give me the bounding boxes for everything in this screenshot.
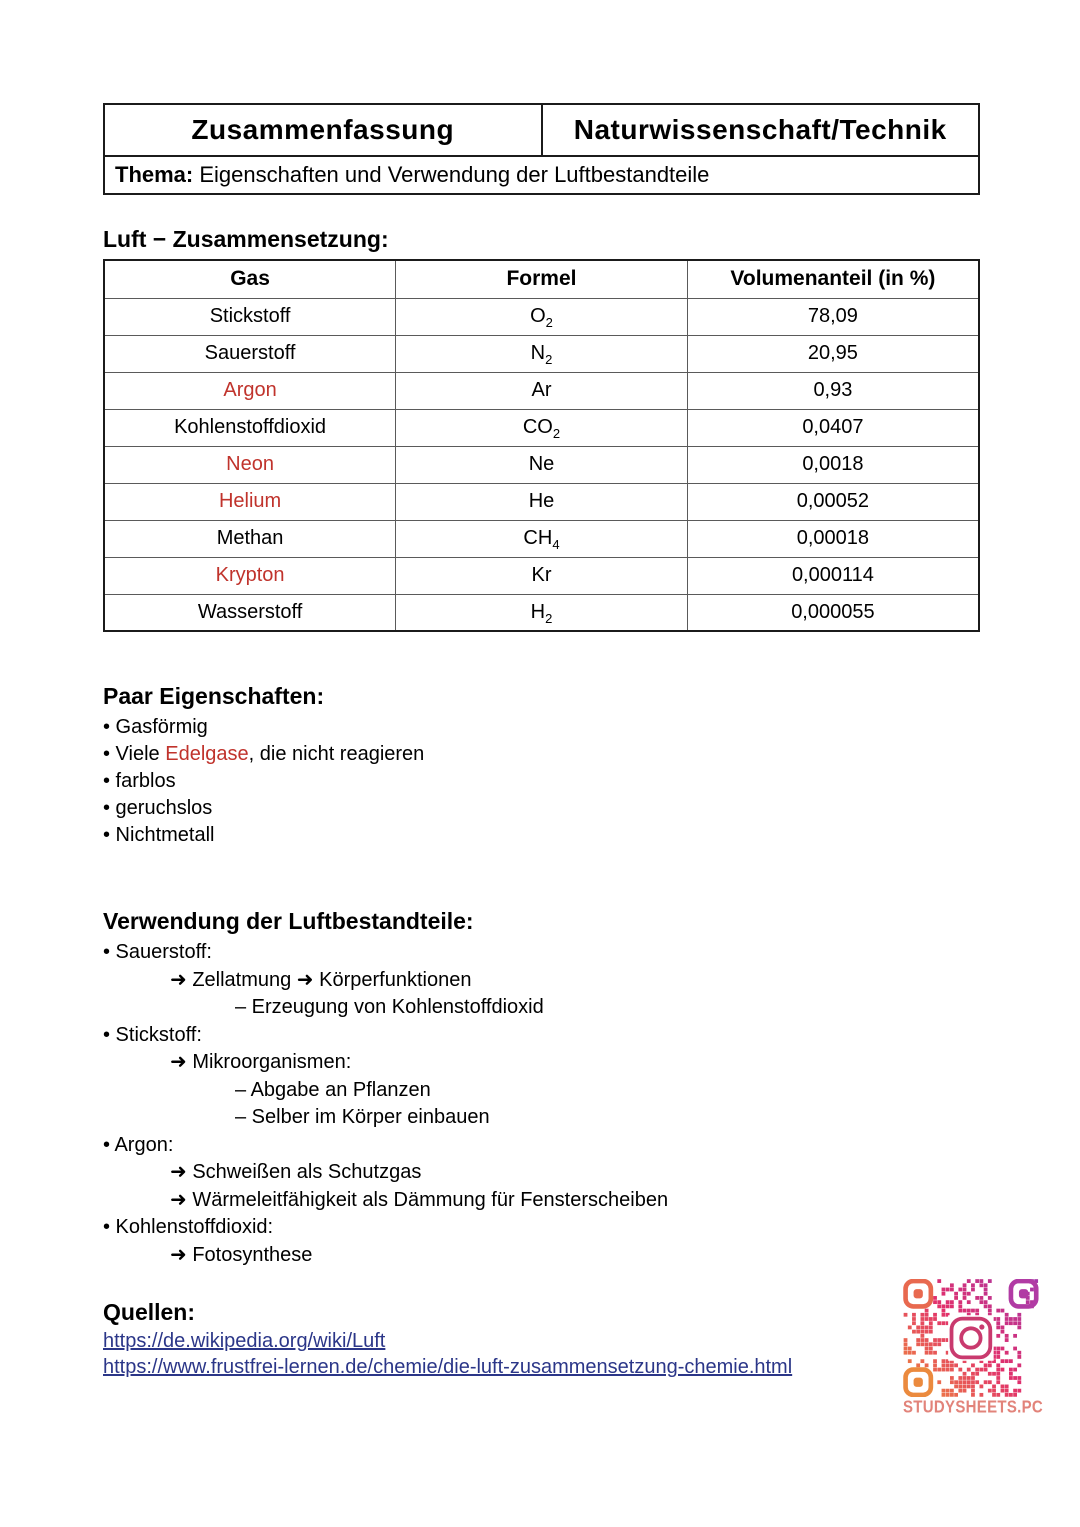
gas-cell: Sauerstoff (104, 335, 396, 372)
formula-cell: $O_2$ (396, 298, 688, 335)
list-item: • Sauerstoff: (103, 941, 212, 963)
qr-caption: STUDYSHEETS.PC (903, 1397, 1044, 1418)
col-header-gas: Gas (104, 260, 396, 298)
gas-cell: Wasserstoff (104, 594, 396, 631)
formula-cell: Ne (396, 446, 688, 483)
link-frustfrei-lernen[interactable]: https://www.frustfrei-lernen.de/chemie/die-luft-zusammensetzung-chemie.html (103, 1356, 793, 1378)
list-item: • Argon: (103, 1133, 174, 1156)
list-item: ➜ Mikroorganismen: (170, 1051, 352, 1073)
list-item: ➜ Zellatmung ➜ Körperfunktionen (170, 968, 472, 991)
list-item: ➜ Wärmeleitfähigkeit als Dämmung für Fensterscheiben (170, 1188, 669, 1211)
topic-text: Eigenschaften und Verwendung der Luftbestandteile (193, 162, 710, 187)
formula-cell: $CH_4$ (396, 520, 688, 557)
value-cell: 0,00052 (687, 483, 979, 520)
gas-cell: Argon (104, 372, 396, 409)
table-row (104, 409, 979, 446)
instagram-qr-block (903, 1279, 1043, 1416)
properties-list (103, 714, 980, 849)
usage-heading: Verwendung der Luftbestandteile: (103, 908, 474, 934)
formula-cell: $N_2$ (396, 335, 688, 372)
gas-cell: Neon (104, 446, 396, 483)
list-item: ➜ Schweißen als Schutzgas (170, 1161, 422, 1183)
list-item: • Kohlenstoffdioxid: (103, 1216, 274, 1238)
formula-cell: $H_2$ (396, 594, 688, 631)
composition-table (103, 259, 980, 632)
sources-links (103, 1328, 980, 1380)
value-cell: 0,000114 (687, 557, 979, 594)
topic-row (104, 156, 979, 194)
list-item: • farblos (103, 770, 176, 792)
instagram-qr-code-icon (903, 1279, 1043, 1397)
table-row (104, 335, 979, 372)
gas-cell: Stickstoff (104, 298, 396, 335)
list-item: • Viele Edelgase, die nicht reagieren (103, 743, 425, 765)
link-wikipedia-luft[interactable]: https://de.wikipedia.org/wiki/Luft (103, 1330, 386, 1352)
gas-cell: Krypton (104, 557, 396, 594)
value-cell: 20,95 (687, 335, 979, 372)
value-cell: 0,000055 (687, 594, 979, 631)
topic-label: Thema: (115, 162, 194, 187)
formula-cell: He (396, 483, 688, 520)
list-item: – Erzeugung von Kohlenstoffdioxid (235, 996, 544, 1018)
col-header-formel: Formel (396, 260, 688, 298)
col-header-volumenanteil: Volumenanteil (in %) (687, 260, 979, 298)
properties-heading: Paar Eigenschaften: (103, 683, 325, 709)
formula-cell: Ar (396, 372, 688, 409)
table-row (104, 594, 979, 631)
usage-list (103, 939, 980, 1269)
table-row (104, 557, 979, 594)
value-cell: 0,93 (687, 372, 979, 409)
list-item: • Nichtmetall (103, 824, 215, 846)
table-row (104, 372, 979, 409)
list-item: • geruchslos (103, 797, 213, 819)
value-cell: 78,09 (687, 298, 979, 335)
list-item: • Gasförmig (103, 716, 208, 738)
doc-type-title: Zusammenfassung (104, 104, 542, 156)
subject-title: Naturwissenschaft/Technik (542, 104, 980, 156)
table-row (104, 446, 979, 483)
list-item: – Selber im Körper einbauen (235, 1106, 490, 1128)
header-table (103, 103, 980, 195)
formula-cell: $CO_2$ (396, 409, 688, 446)
gas-cell: Helium (104, 483, 396, 520)
table-header-row (104, 260, 979, 298)
value-cell: 0,00018 (687, 520, 979, 557)
table-row (104, 298, 979, 335)
list-item: – Abgabe an Pflanzen (235, 1078, 431, 1101)
value-cell: 0,0407 (687, 409, 979, 446)
value-cell: 0,0018 (687, 446, 979, 483)
list-item: • Stickstoff: (103, 1023, 202, 1046)
formula-cell: Kr (396, 557, 688, 594)
table-row (104, 520, 979, 557)
list-item: ➜ Fotosynthese (170, 1243, 313, 1266)
sources-heading: Quellen: (103, 1299, 196, 1325)
table-row (104, 483, 979, 520)
composition-heading: Luft − Zusammensetzung: (103, 226, 389, 252)
gas-cell: Kohlenstoffdioxid (104, 409, 396, 446)
gas-cell: Methan (104, 520, 396, 557)
